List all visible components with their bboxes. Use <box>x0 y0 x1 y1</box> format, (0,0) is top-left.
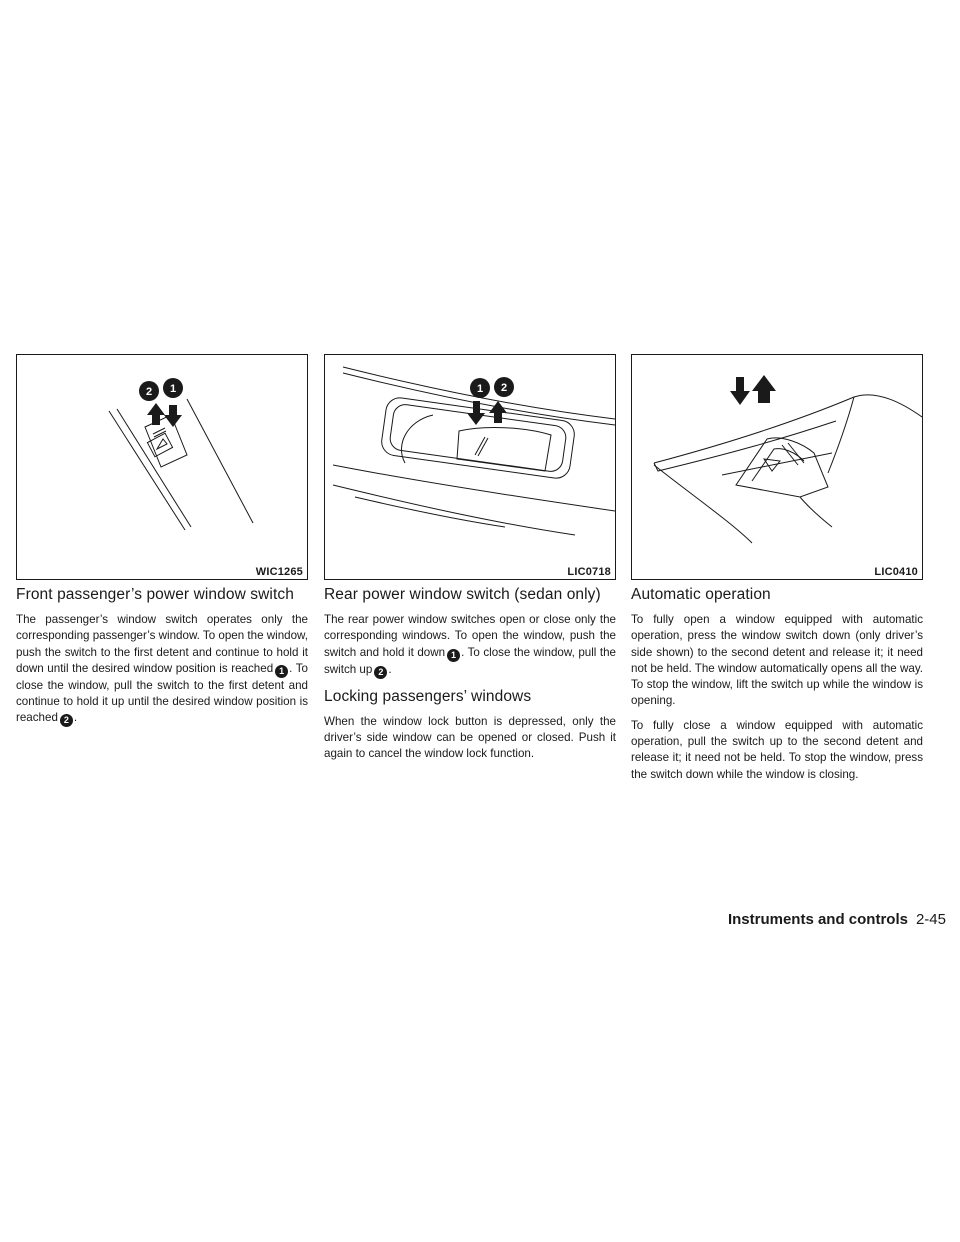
paragraph <box>631 718 923 783</box>
section-heading: Rear power window switch (sedan only) <box>324 586 601 603</box>
body-text <box>324 612 616 679</box>
step-number-icon: 1 <box>275 665 288 678</box>
column-automatic-operation <box>631 354 923 791</box>
front-switch-illustration <box>17 355 307 579</box>
figure-code: WIC1265 <box>255 566 303 578</box>
text-run: To fully close a window equipped with automatic operation, pull the switch up to the second detent and release it; it need not be held. To stop the window, press the switch down while the window is closing. <box>631 718 923 781</box>
text-run: The passenger’s window switch operates only the corresponding passenger’s window. To open the window, push the switch to the first detent and continue to hold it down until the desired window position is reached <box>16 613 308 675</box>
body-text-2 <box>324 714 616 763</box>
callout-1: 1 <box>169 383 177 395</box>
text-run: To fully open a window equipped with automatic operation, press the window switch down (only driver’s side shown) to the second detent and release it; it need not be held. The window automatically opens all the way. To stop the window, lift the switch up while the window is opening. <box>631 613 923 708</box>
section-heading: Automatic operation <box>631 586 771 603</box>
text-run: . <box>388 662 392 676</box>
text-run: . <box>73 711 78 725</box>
paragraph <box>324 612 616 679</box>
step-number-icon: 1 <box>447 649 460 662</box>
body-text <box>16 612 308 727</box>
text-run: . To close the window, pull the switch to the first detent and continue to hold it up until the desired window position is reached <box>16 661 308 725</box>
callout-1: 1 <box>476 383 484 395</box>
page-number: 2-45 <box>915 911 946 928</box>
page-footer <box>728 911 946 928</box>
body-text <box>631 612 923 783</box>
footer-section: Instruments and controls <box>727 911 908 928</box>
figure-front-passenger-switch <box>16 354 308 580</box>
figure-code: LIC0410 <box>874 566 918 578</box>
text-run: The rear power window switches open or close only the corresponding windows. To open the window, push the switch and hold it down <box>324 613 616 659</box>
section-heading: Front passenger’s power window switch <box>16 586 294 603</box>
figure-rear-window-switch <box>324 354 616 580</box>
step-number-icon: 2 <box>60 714 73 727</box>
callout-2: 2 <box>145 386 153 398</box>
automatic-switch-illustration <box>632 355 922 579</box>
column-front-passenger <box>16 354 308 735</box>
step-number-icon: 2 <box>374 666 387 679</box>
figure-code: LIC0718 <box>567 566 611 578</box>
figure-automatic-switch <box>631 354 923 580</box>
section-heading-2: Locking passengers’ windows <box>324 687 532 705</box>
column-rear-window <box>324 354 616 770</box>
paragraph <box>324 714 616 763</box>
paragraph <box>16 612 308 727</box>
rear-switch-illustration <box>325 355 615 579</box>
text-run: . To close the window, pull the switch up <box>324 645 616 676</box>
text-run: When the window lock button is depressed, only the driver’s side window can be opened or closed. Push it again to cancel the window lock function. <box>324 714 616 761</box>
callout-2: 2 <box>500 382 508 394</box>
paragraph <box>631 612 923 710</box>
